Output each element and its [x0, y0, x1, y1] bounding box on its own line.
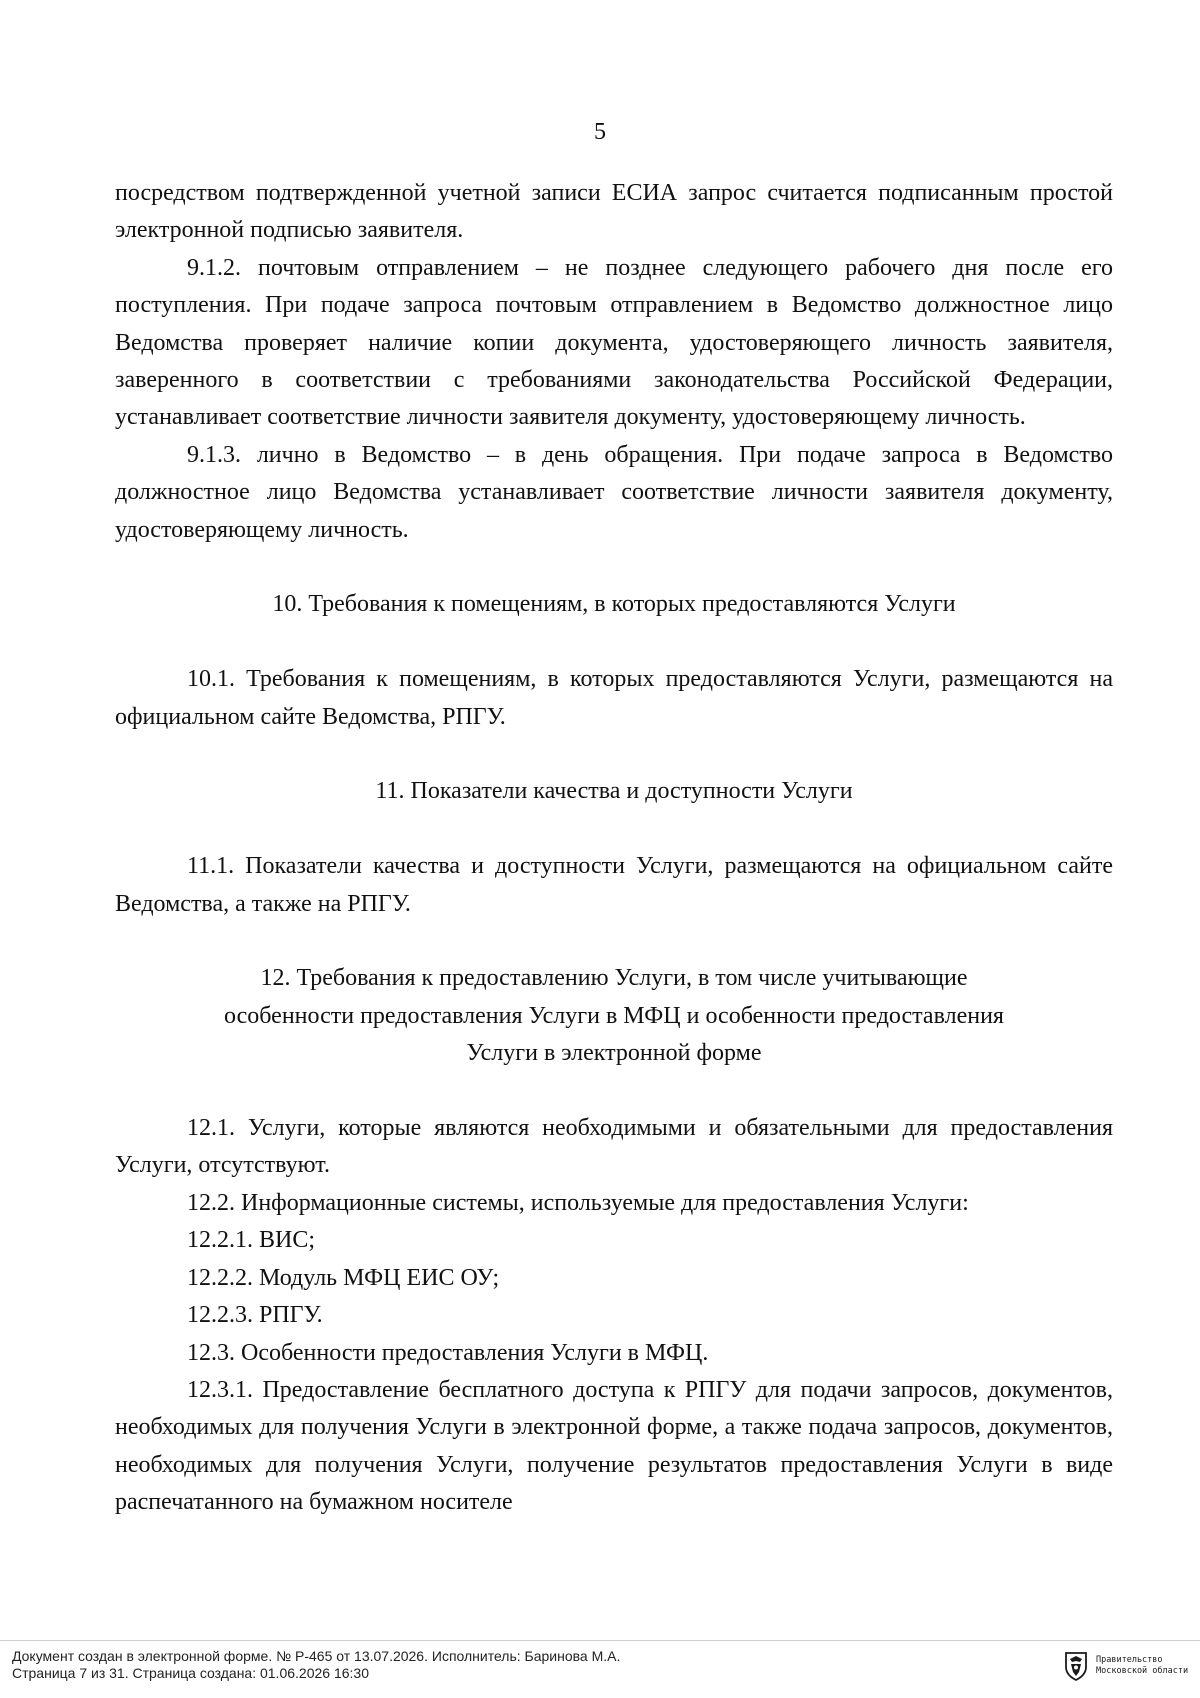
paragraph-11-1: 11.1. Показатели качества и доступности Услуги, размещаются на официальном сайте Ведомства, а также на РПГУ. [115, 853, 1113, 917]
government-logo [1062, 1648, 1196, 1684]
paragraph-12-1: 12.1. Услуги, которые являются необходимыми и обязательными для предоставления Услуги, отсутствуют. [115, 1115, 1113, 1179]
logo-caption-line-1: Правительство [1096, 1655, 1163, 1665]
footer-divider [0, 1640, 1200, 1641]
document-body [115, 175, 1113, 1522]
paragraph-12-3: 12.3. Особенности предоставления Услуги в МФЦ. [187, 1339, 709, 1366]
paragraph-12-2-1: 12.2.1. ВИС; [187, 1227, 316, 1254]
section-heading-12 [115, 960, 1113, 1072]
logo-caption-line-2: Московской области [1096, 1666, 1189, 1676]
paragraph-12-3-1: 12.3.1. Предоставление бесплатного доступа к РПГУ для подачи запросов, документов, необходимых для получения Услуги в электронной форме, а также подача запросов, документов, необходимых для получения Услуги, получение результатов предоставления Услуги в виде распечатанного на бумажном носителе [115, 1376, 1113, 1516]
paragraph-12-2-3: 12.2.3. РПГУ. [187, 1302, 323, 1329]
section-heading-12-line-2: особенности предоставления Услуги в МФЦ и особенности предоставления [224, 1002, 1004, 1029]
paragraph-9-1-2: 9.1.2. почтовым отправлением – не позднее следующего рабочего дня после его поступления. При подаче запроса почтовым отправлением в Ведомство должностное лицо Ведомства проверяет наличие копии документа, удостоверяющего личность заявителя, заверенного в соответствии с требованиями законодательства Российской Федерации, устанавливает соответствие личности заявителя документу, удостоверяющему личность. [115, 254, 1113, 431]
paragraph-10-1: 10.1. Требования к помещениям, в которых предоставляются Услуги, размещаются на официальном сайте Ведомства, РПГУ. [115, 666, 1113, 730]
page-number: 5 [594, 119, 606, 145]
paragraph-12-2-2: 12.2.2. Модуль МФЦ ЕИС ОУ; [187, 1264, 500, 1291]
footer-document-info: Документ создан в электронной форме. № Р-465 от 13.07.2026. Исполнитель: Баринова М.А. [12, 1648, 621, 1664]
footer-page-info: Страница 7 из 31. Страница создана: 01.06.2026 16:30 [12, 1665, 369, 1681]
paragraph-12-2: 12.2. Информационные системы, используемые для предоставления Услуги: [187, 1189, 969, 1216]
section-heading-10: 10. Требования к помещениям, в которых предоставляются Услуги [272, 591, 956, 618]
section-heading-12-line-3: Услуги в электронной форме [466, 1040, 762, 1067]
paragraph-9-1-3: 9.1.3. лично в Ведомство – в день обращения. При подаче запроса в Ведомство должностное лицо Ведомства устанавливает соответствие личности заявителя документу, удостоверяющему личность. [115, 441, 1113, 543]
logo-caption [1096, 1655, 1188, 1677]
section-heading-12-line-1: 12. Требования к предоставлению Услуги, в том числе учитывающие [260, 965, 968, 992]
section-heading-11: 11. Показатели качества и доступности Услуги [375, 778, 853, 805]
coat-of-arms-icon [1062, 1650, 1090, 1682]
paragraph-esia-continuation: посредством подтвержденной учетной записи ЕСИА запрос считается подписанным простой электронной подписью заявителя. [115, 180, 1113, 244]
document-footer [12, 1648, 912, 1682]
